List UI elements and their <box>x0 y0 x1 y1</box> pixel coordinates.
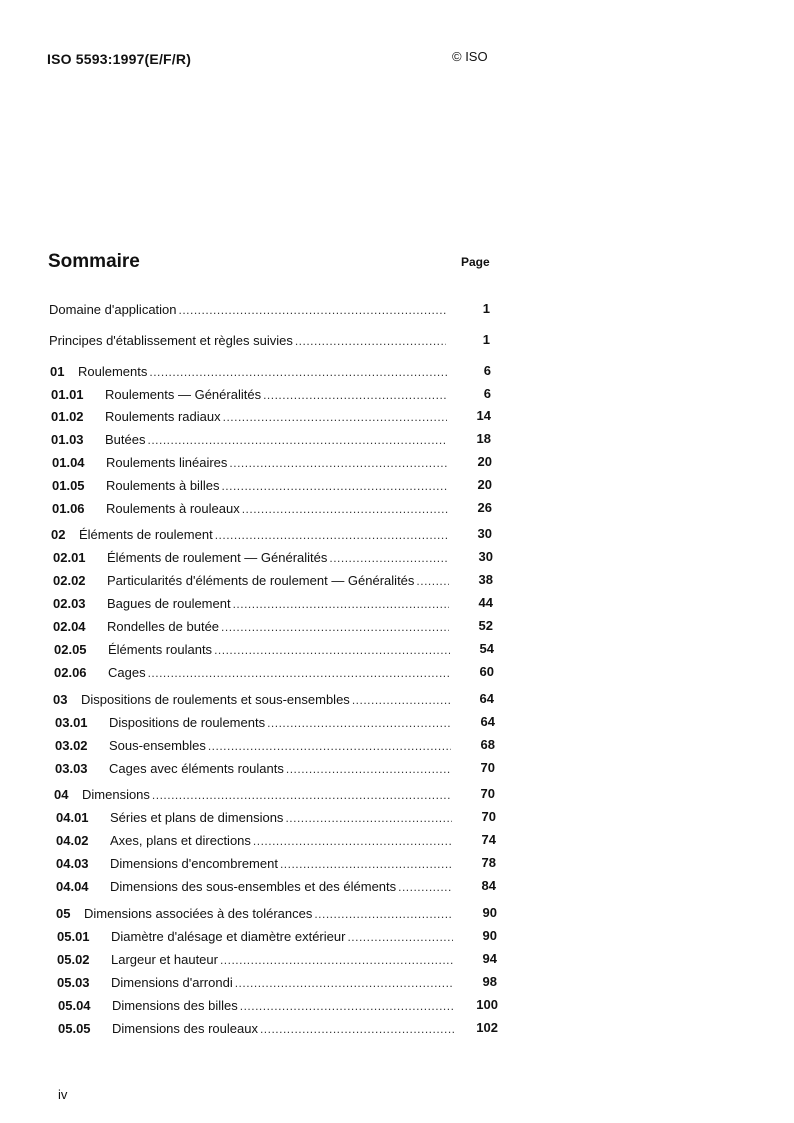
toc-entry-title: Cages avec éléments roulants <box>109 761 284 776</box>
toc-entry-number: 02.05 <box>54 642 87 657</box>
toc-entry-page: 52 <box>478 618 493 633</box>
dot-leader <box>267 716 451 730</box>
dot-leader <box>147 433 447 447</box>
toc-entry <box>54 665 452 681</box>
toc-entry-number: 01.02 <box>51 409 84 424</box>
toc-entry-title: Éléments roulants <box>108 642 213 657</box>
toc-entry <box>51 409 449 425</box>
dot-leader <box>221 479 448 493</box>
toc-entry-page: 6 <box>483 363 491 378</box>
toc-entry <box>58 1021 456 1037</box>
dot-leader <box>235 976 453 990</box>
toc-entry <box>51 527 450 543</box>
toc-entry-number: 03.03 <box>55 761 88 776</box>
toc-entry-title: Sous-ensembles <box>109 738 206 753</box>
toc-entry-number: 05 <box>56 906 71 921</box>
toc-entry <box>53 692 452 708</box>
dot-leader <box>314 907 453 921</box>
toc-entry-number: 03.02 <box>55 738 88 753</box>
toc-entry-number: 03 <box>53 692 68 707</box>
toc-entry <box>56 833 454 849</box>
toc-entry-title: Domaine d'application <box>49 302 177 317</box>
document-id: ISO 5593:1997(E/F/R) <box>47 51 192 67</box>
toc-entry-page: 60 <box>479 664 494 679</box>
copyright-notice: © ISO <box>452 49 488 64</box>
dot-leader <box>398 880 452 894</box>
toc-entry-number: 05.01 <box>57 929 90 944</box>
toc-entry-page: 64 <box>480 714 495 729</box>
toc-entry-number: 04.01 <box>56 810 89 825</box>
toc-entry-number: 02.03 <box>53 596 86 611</box>
dot-leader <box>295 334 446 348</box>
dot-leader <box>220 953 453 967</box>
dot-leader <box>253 834 452 848</box>
toc-entry-page: 1 <box>482 332 490 347</box>
toc-entry <box>53 550 451 566</box>
toc-entry-page: 70 <box>480 760 495 775</box>
dot-leader <box>223 410 447 424</box>
dot-leader <box>148 666 450 680</box>
toc-entry <box>53 596 451 612</box>
toc-entry-page: 68 <box>480 737 495 752</box>
toc-entry-title: Dispositions de roulements et sous-ensembles <box>81 692 350 707</box>
toc-entry-number: 01.05 <box>52 478 85 493</box>
toc-entry-number: 02.06 <box>54 665 87 680</box>
toc-entry-page: 70 <box>480 786 495 801</box>
toc-entry-number: 02 <box>51 527 66 542</box>
toc-entry-title: Axes, plans et directions <box>110 833 251 848</box>
toc-entry <box>53 619 451 635</box>
toc-entry-number: 01 <box>50 364 65 379</box>
toc-entry-page: 1 <box>482 301 490 316</box>
toc-entry <box>56 856 454 872</box>
dot-leader <box>416 574 449 588</box>
toc-entry-number: 05.02 <box>57 952 90 967</box>
toc-entry-page: 100 <box>476 997 498 1012</box>
toc-entry-title: Dispositions de roulements <box>109 715 266 730</box>
toc-entry-title: Largeur et hauteur <box>111 952 218 967</box>
dot-leader <box>229 456 448 470</box>
toc-entry-number: 05.04 <box>58 998 91 1013</box>
dot-leader <box>285 811 452 825</box>
toc-entry-title: Roulements <box>78 364 148 379</box>
dot-leader <box>208 739 451 753</box>
toc-entry-page: 90 <box>482 905 497 920</box>
toc-entry-page: 84 <box>481 878 496 893</box>
toc-entry-title: Éléments de roulement <box>79 527 213 542</box>
toc-entry <box>54 642 452 658</box>
dot-leader <box>149 365 447 379</box>
toc-entry-title: Rondelles de butée <box>107 619 220 634</box>
toc-entry-title: Roulements à rouleaux <box>106 501 240 516</box>
toc-entry-page: 102 <box>476 1020 498 1035</box>
toc-entry-number: 03.01 <box>55 715 88 730</box>
toc-entry <box>55 738 453 754</box>
toc-entry-page: 38 <box>478 572 493 587</box>
toc-entry <box>52 501 450 517</box>
toc-entry-number: 04.02 <box>56 833 89 848</box>
toc-entry <box>54 787 453 803</box>
toc-entry-number: 01.04 <box>52 455 85 470</box>
toc-entry-title: Dimensions <box>82 787 150 802</box>
toc-entry-page: 98 <box>482 974 497 989</box>
toc-entry <box>56 906 455 922</box>
page-number: iv <box>58 1087 68 1102</box>
toc-entry-number: 04 <box>54 787 69 802</box>
toc-entry-title: Roulements linéaires <box>106 455 228 470</box>
toc-entry-page: 20 <box>477 454 492 469</box>
toc-entry-number: 04.04 <box>56 879 89 894</box>
toc-entry <box>55 761 453 777</box>
dot-leader <box>242 502 448 516</box>
dot-leader <box>263 388 447 402</box>
dot-leader <box>280 857 452 871</box>
dot-leader <box>260 1022 454 1036</box>
toc-entry <box>49 333 448 349</box>
toc-entry-title: Dimensions des rouleaux <box>112 1021 258 1036</box>
toc-entry-page: 14 <box>476 408 491 423</box>
toc-entry-number: 05.03 <box>57 975 90 990</box>
toc-entry-title: Dimensions d'arrondi <box>111 975 233 990</box>
toc-entry-number: 01.01 <box>51 387 84 402</box>
dot-leader <box>286 762 451 776</box>
page-title: Sommaire <box>48 251 140 272</box>
toc-entry-page: 18 <box>476 431 491 446</box>
dot-leader <box>221 620 449 634</box>
toc-entry-title: Dimensions d'encombrement <box>110 856 278 871</box>
toc-entry-page: 30 <box>478 549 493 564</box>
toc-entry-page: 54 <box>479 641 494 656</box>
toc-entry <box>49 302 448 318</box>
toc-entry <box>51 432 449 448</box>
toc-entry-number: 02.04 <box>53 619 86 634</box>
toc-entry-number: 02.01 <box>53 550 86 565</box>
toc-entry-page: 20 <box>477 477 492 492</box>
toc-entry-page: 44 <box>478 595 493 610</box>
dot-leader <box>152 788 451 802</box>
toc-entry-page: 6 <box>483 386 491 401</box>
toc-entry <box>56 879 454 895</box>
toc-entry-title: Dimensions associées à des tolérances <box>84 906 313 921</box>
toc-entry-title: Roulements — Généralités <box>105 387 262 402</box>
toc-entry <box>52 478 450 494</box>
toc-entry-title: Principes d'établissement et règles suivies <box>49 333 293 348</box>
toc-entry-number: 05.05 <box>58 1021 91 1036</box>
toc-entry-page: 70 <box>481 809 496 824</box>
toc-entry-title: Diamètre d'alésage et diamètre extérieur <box>111 929 346 944</box>
toc-entry-title: Particularités d'éléments de roulement — Généralités <box>107 573 415 588</box>
toc-entry-title: Dimensions des sous-ensembles et des éléments <box>110 879 397 894</box>
toc-entry-page: 78 <box>481 855 496 870</box>
toc-entry-title: Cages <box>108 665 146 680</box>
toc-entry-title: Butées <box>105 432 146 447</box>
toc-entry-title: Dimensions des billes <box>112 998 238 1013</box>
toc-entry-page: 94 <box>482 951 497 966</box>
toc-entry <box>51 387 449 403</box>
toc-entry <box>56 810 454 826</box>
toc-entry <box>57 975 455 991</box>
toc-entry-number: 02.02 <box>53 573 86 588</box>
toc-entry-number: 01.03 <box>51 432 84 447</box>
toc-entry-page: 90 <box>482 928 497 943</box>
toc-entry <box>57 952 455 968</box>
toc-entry <box>50 364 449 380</box>
toc-entry <box>55 715 453 731</box>
toc-entry-page: 74 <box>481 832 496 847</box>
toc-entry-title: Séries et plans de dimensions <box>110 810 284 825</box>
page-column-label: Page <box>461 255 490 269</box>
toc-entry-number: 01.06 <box>52 501 85 516</box>
dot-leader <box>233 597 449 611</box>
toc-entry-number: 04.03 <box>56 856 89 871</box>
toc-entry-title: Roulements radiaux <box>105 409 221 424</box>
toc-entry <box>58 998 456 1014</box>
toc-entry-title: Bagues de roulement <box>107 596 231 611</box>
dot-leader <box>352 693 450 707</box>
toc-entry <box>53 573 451 589</box>
dot-leader <box>179 303 446 317</box>
dot-leader <box>329 551 449 565</box>
toc-entry-page: 64 <box>479 691 494 706</box>
dot-leader <box>347 930 453 944</box>
toc-entry-title: Éléments de roulement — Généralités <box>107 550 328 565</box>
dot-leader <box>214 643 450 657</box>
toc-entry <box>52 455 450 471</box>
dot-leader <box>240 999 454 1013</box>
toc-entry <box>57 929 455 945</box>
toc-entry-page: 30 <box>477 526 492 541</box>
toc-entry-page: 26 <box>477 500 492 515</box>
dot-leader <box>215 528 448 542</box>
toc-entry-title: Roulements à billes <box>106 478 220 493</box>
